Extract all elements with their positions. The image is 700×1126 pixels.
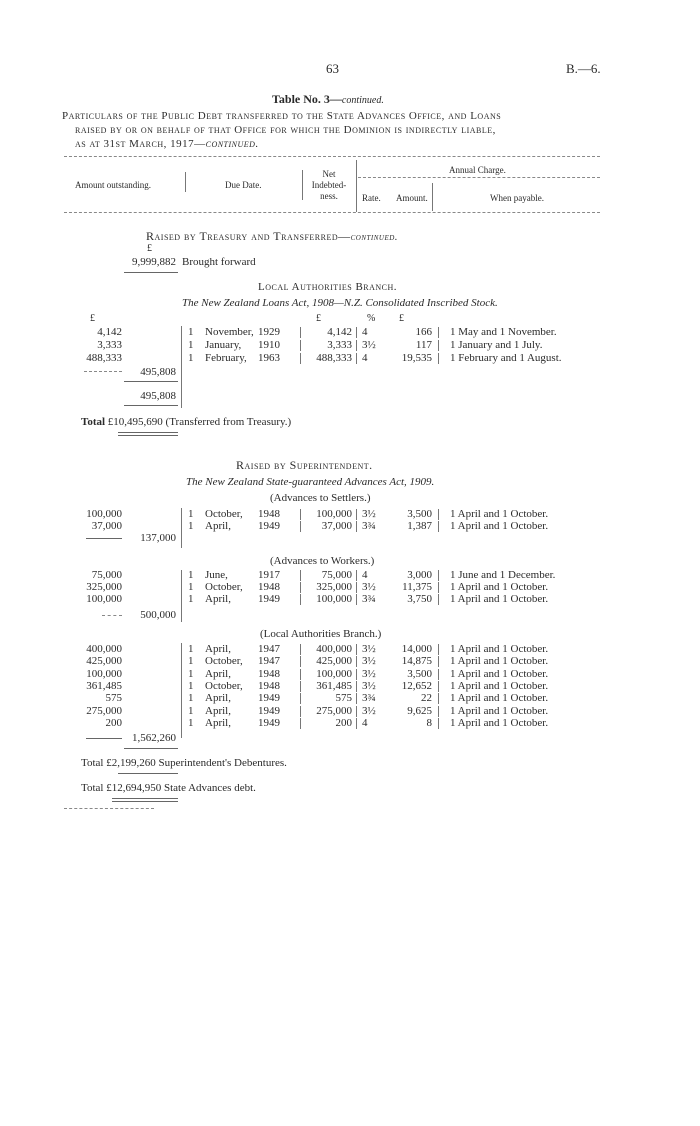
- amount-outstanding: 325,000: [86, 581, 122, 593]
- column-separator: [438, 681, 439, 692]
- interest-rate: 4: [362, 716, 368, 729]
- due-day: 1: [188, 520, 194, 532]
- net-indebtedness: 3,333: [327, 339, 352, 351]
- annual-amount: 11,375: [402, 581, 432, 593]
- due-month: April,: [205, 643, 231, 655]
- net-indebtedness: 100,000: [316, 508, 352, 520]
- due-year: 1949: [258, 704, 280, 717]
- amount-outstanding: 3,333: [97, 339, 122, 351]
- treasury-subtotal-repeat: 495,808: [140, 390, 176, 402]
- column-separator: [356, 509, 357, 520]
- due-year: 1949: [258, 692, 280, 705]
- net-indebtedness: 488,333: [316, 352, 352, 364]
- column-separator: [300, 582, 301, 593]
- column-separator: [438, 521, 439, 532]
- due-month: April,: [205, 593, 231, 605]
- annual-amount: 14,875: [401, 655, 432, 668]
- double-rule: [118, 435, 178, 436]
- particulars-line3-text: as at 31st March, 1917—: [75, 138, 206, 150]
- total-label: Total: [81, 757, 104, 769]
- treasury-total: [81, 416, 291, 428]
- column-separator: [438, 656, 439, 667]
- header-annual-charge: Annual Charge.: [449, 165, 506, 175]
- treasury-heading-continued: continued.: [350, 232, 398, 243]
- interest-rate: 3½: [362, 655, 376, 668]
- header-net: Net: [322, 169, 336, 179]
- column-separator: [300, 340, 301, 351]
- column-separator: [300, 693, 301, 704]
- due-year: 1948: [258, 667, 280, 680]
- column-rule: [181, 508, 182, 548]
- when-payable: 1 April and 1 October.: [450, 692, 549, 705]
- interest-rate: 3¾: [362, 520, 376, 532]
- due-year: 1949: [258, 716, 280, 729]
- amount-outstanding: 425,000: [86, 655, 122, 668]
- due-year: 1947: [258, 655, 280, 668]
- interest-rate: 3½: [362, 667, 376, 680]
- annual-amount: 9,625: [407, 704, 432, 717]
- amount-outstanding: 75,000: [91, 569, 122, 581]
- when-payable: 1 February and 1 August.: [450, 352, 562, 364]
- table-row: [0, 352, 700, 365]
- net-indebtedness: 200: [335, 716, 352, 729]
- amount-outstanding: 400,000: [86, 643, 122, 655]
- due-day: 1: [188, 569, 194, 581]
- header-rule-bottom: [64, 212, 600, 213]
- column-separator: [300, 353, 301, 364]
- amount-outstanding: 361,485: [86, 679, 122, 692]
- due-day: 1: [188, 593, 194, 605]
- when-payable: 1 June and 1 December.: [450, 569, 556, 581]
- pound-sign: £: [147, 243, 152, 254]
- header-net-indebted: Indebted-: [311, 180, 347, 190]
- due-day: 1: [188, 352, 194, 364]
- column-separator: [356, 594, 357, 605]
- due-year: 1917: [258, 569, 280, 581]
- column-separator: [300, 706, 301, 717]
- annual-amount: 166: [415, 326, 432, 338]
- table-row: [0, 705, 700, 718]
- table-row: [0, 717, 700, 730]
- column-separator: [300, 570, 301, 581]
- interest-rate: 3½: [362, 704, 376, 717]
- column-separator: [300, 521, 301, 532]
- annual-amount: 3,750: [407, 593, 432, 605]
- col-pound-amount: £: [90, 313, 95, 324]
- due-month: October,: [205, 679, 243, 692]
- rule: [124, 272, 178, 273]
- column-rule: [181, 326, 182, 408]
- col-pound-charge: £: [399, 313, 404, 324]
- double-rule: [112, 801, 178, 802]
- superintendent-total: [81, 757, 287, 769]
- column-separator: [438, 570, 439, 581]
- annual-amount: 1,387: [407, 520, 432, 532]
- rule: [124, 405, 178, 406]
- annual-amount: 19,535: [401, 352, 432, 364]
- column-separator: [438, 594, 439, 605]
- annual-amount: 8: [426, 716, 432, 729]
- when-payable: 1 April and 1 October.: [450, 581, 549, 593]
- due-month: October,: [205, 508, 243, 520]
- interest-rate: 4: [362, 569, 368, 581]
- amount-outstanding: 100,000: [86, 667, 122, 680]
- column-separator: [356, 693, 357, 704]
- due-day: 1: [188, 704, 194, 717]
- column-separator: [356, 718, 357, 729]
- column-separator: [438, 509, 439, 520]
- net-indebtedness: 100,000: [316, 667, 352, 680]
- column-separator: [356, 582, 357, 593]
- due-day: 1: [188, 581, 194, 593]
- rule: [124, 748, 178, 749]
- double-rule: [118, 432, 178, 433]
- header-rate: Rate.: [362, 193, 381, 203]
- table-row: [0, 643, 700, 656]
- rule: [124, 381, 178, 382]
- column-separator: [438, 644, 439, 655]
- superintendent-total-note: Superintendent's Debentures.: [158, 757, 287, 769]
- due-year: 1929: [258, 326, 280, 338]
- annual-amount: 3,000: [407, 569, 432, 581]
- net-indebtedness: 361,485: [316, 679, 352, 692]
- when-payable: 1 April and 1 October.: [450, 716, 549, 729]
- interest-rate: 3½: [362, 508, 376, 520]
- table-row: [0, 326, 700, 339]
- settlers-heading: (Advances to Settlers.): [270, 492, 371, 504]
- treasury-heading-text: Raised by Treasury and Transferred—: [146, 229, 351, 243]
- amount-outstanding: 575: [105, 692, 122, 705]
- column-separator: [356, 340, 357, 351]
- net-indebtedness: 275,000: [316, 704, 352, 717]
- amount-outstanding: 275,000: [86, 704, 122, 717]
- column-separator: [300, 718, 301, 729]
- net-indebtedness: 100,000: [316, 593, 352, 605]
- interest-rate: 3½: [362, 643, 376, 655]
- table-row: [0, 680, 700, 693]
- column-separator: [438, 693, 439, 704]
- amount-outstanding: 100,000: [86, 508, 122, 520]
- due-year: 1948: [258, 679, 280, 692]
- column-separator: [356, 669, 357, 680]
- header-due-date: Due Date.: [225, 180, 262, 190]
- annual-amount: 14,000: [401, 643, 432, 655]
- header-when-payable: When payable.: [490, 193, 544, 203]
- table-row: [0, 655, 700, 668]
- net-indebtedness: 400,000: [316, 643, 352, 655]
- column-separator: [300, 656, 301, 667]
- loans-act-title: The New Zealand Loans Act, 1908—N.Z. Consolidated Inscribed Stock.: [182, 297, 498, 309]
- amount-outstanding: 100,000: [86, 593, 122, 605]
- table-row: [0, 668, 700, 681]
- due-year: 1948: [258, 508, 280, 520]
- interest-rate: 4: [362, 352, 368, 364]
- net-indebtedness: 75,000: [321, 569, 352, 581]
- due-day: 1: [188, 643, 194, 655]
- due-day: 1: [188, 508, 194, 520]
- column-separator: [438, 706, 439, 717]
- header-divider: [432, 183, 433, 211]
- rule: [118, 773, 178, 774]
- treasury-heading: [146, 229, 398, 244]
- superintendent-heading: Raised by Superintendent.: [236, 458, 373, 472]
- particulars-line3-continued: continued.: [205, 138, 259, 150]
- due-month: June,: [205, 569, 228, 581]
- table-title-main: Table No. 3—: [272, 92, 342, 106]
- particulars-line1: Particulars of the Public Debt transferred to the State Advances Office, and Loans: [62, 110, 502, 122]
- due-day: 1: [188, 326, 194, 338]
- when-payable: 1 April and 1 October.: [450, 704, 549, 717]
- column-separator: [356, 521, 357, 532]
- when-payable: 1 April and 1 October.: [450, 643, 549, 655]
- due-day: 1: [188, 692, 194, 705]
- column-separator: [438, 340, 439, 351]
- table-title-continued: continued.: [341, 95, 384, 106]
- column-separator: [356, 706, 357, 717]
- due-month: April,: [205, 667, 231, 680]
- due-month: February,: [205, 352, 247, 364]
- column-separator: [356, 327, 357, 338]
- annual-amount: 12,652: [401, 679, 432, 692]
- header-annual-rule: [358, 177, 600, 178]
- when-payable: 1 January and 1 July.: [450, 339, 543, 351]
- column-separator: [300, 509, 301, 520]
- due-month: January,: [205, 339, 242, 351]
- due-month: November,: [205, 326, 254, 338]
- column-separator: [356, 656, 357, 667]
- when-payable: 1 April and 1 October.: [450, 667, 549, 680]
- brought-forward-label: Brought forward: [182, 256, 256, 268]
- workers-heading: (Advances to Workers.): [270, 555, 375, 567]
- col-percent: %: [367, 313, 376, 324]
- header-amount-outstanding: Amount outstanding.: [75, 180, 151, 190]
- column-separator: [438, 327, 439, 338]
- particulars-line2: raised by or on behalf of that Office for which the Dominion is indirectly liable,: [75, 124, 496, 136]
- due-year: 1947: [258, 643, 280, 655]
- annual-amount: 3,500: [407, 667, 432, 680]
- due-month: April,: [205, 520, 231, 532]
- due-month: April,: [205, 692, 231, 705]
- due-year: 1948: [258, 581, 280, 593]
- due-year: 1949: [258, 593, 280, 605]
- column-rule: [181, 643, 182, 738]
- when-payable: 1 April and 1 October.: [450, 679, 549, 692]
- amount-outstanding: 4,142: [97, 326, 122, 338]
- due-day: 1: [188, 716, 194, 729]
- treasury-total-value: £10,495,690: [107, 416, 163, 428]
- brought-forward-value: 9,999,882: [132, 256, 176, 268]
- header-divider: [356, 160, 357, 212]
- column-separator: [356, 570, 357, 581]
- due-day: 1: [188, 667, 194, 680]
- advances-act-title: The New Zealand State-guaranteed Advances Act, 1909.: [186, 476, 435, 488]
- when-payable: 1 April and 1 October.: [450, 520, 549, 532]
- table-row: [0, 593, 700, 606]
- column-rule: [181, 570, 182, 622]
- column-separator: [438, 718, 439, 729]
- interest-rate: 3¾: [362, 692, 376, 705]
- header-net-ness: ness.: [320, 191, 338, 201]
- column-separator: [356, 681, 357, 692]
- annual-amount: 3,500: [407, 508, 432, 520]
- due-year: 1949: [258, 520, 280, 532]
- table-title: [272, 92, 384, 107]
- interest-rate: 4: [362, 326, 368, 338]
- column-separator: [300, 681, 301, 692]
- due-day: 1: [188, 679, 194, 692]
- rule: [64, 808, 154, 809]
- col-pound-net: £: [316, 313, 321, 324]
- net-indebtedness: 4,142: [327, 326, 352, 338]
- when-payable: 1 April and 1 October.: [450, 655, 549, 668]
- net-indebtedness: 325,000: [316, 581, 352, 593]
- column-separator: [356, 353, 357, 364]
- interest-rate: 3½: [362, 581, 376, 593]
- due-month: October,: [205, 581, 243, 593]
- amount-outstanding: 488,333: [86, 352, 122, 364]
- column-separator: [438, 582, 439, 593]
- column-separator: [300, 644, 301, 655]
- column-separator: [356, 644, 357, 655]
- state-advances-total-note: State Advances debt.: [163, 782, 256, 794]
- amount-outstanding: 37,000: [91, 520, 122, 532]
- column-separator: [438, 669, 439, 680]
- settlers-subtotal: 137,000: [140, 532, 176, 544]
- due-month: April,: [205, 716, 231, 729]
- page-number: 63: [326, 61, 339, 76]
- when-payable: 1 May and 1 November.: [450, 326, 557, 338]
- local-authorities-subtotal: 1,562,260: [132, 732, 176, 744]
- when-payable: 1 April and 1 October.: [450, 593, 549, 605]
- state-advances-total: [81, 782, 256, 794]
- interest-rate: 3¾: [362, 593, 376, 605]
- interest-rate: 3½: [362, 339, 376, 351]
- column-separator: [300, 669, 301, 680]
- table-row: [0, 339, 700, 352]
- document-reference: B.—6.: [566, 61, 601, 76]
- due-year: 1910: [258, 339, 280, 351]
- local-authorities-heading: (Local Authorities Branch.): [260, 628, 382, 640]
- state-advances-total-value: £12,694,950: [106, 782, 162, 794]
- superintendent-total-value: £2,199,260: [106, 757, 156, 769]
- header-divider: [302, 170, 303, 200]
- treasury-total-note: (Transferred from Treasury.): [165, 416, 292, 428]
- due-day: 1: [188, 339, 194, 351]
- column-separator: [438, 353, 439, 364]
- due-year: 1963: [258, 352, 280, 364]
- table-row: [0, 692, 700, 705]
- net-indebtedness: 575: [335, 692, 352, 705]
- header-amount: Amount.: [396, 193, 428, 203]
- local-branch-heading: Local Authorities Branch.: [258, 281, 398, 293]
- due-month: October,: [205, 655, 243, 668]
- column-separator: [300, 327, 301, 338]
- double-rule: [112, 798, 178, 799]
- when-payable: 1 April and 1 October.: [450, 508, 549, 520]
- particulars-line3: [75, 138, 259, 150]
- annual-amount: 22: [421, 692, 432, 705]
- total-label: Total: [81, 416, 106, 428]
- net-indebtedness: 37,000: [321, 520, 352, 532]
- net-indebtedness: 425,000: [316, 655, 352, 668]
- column-separator: [300, 594, 301, 605]
- header-divider: [185, 172, 186, 192]
- due-day: 1: [188, 655, 194, 668]
- header-rule-top: [64, 156, 600, 157]
- total-label: Total: [81, 782, 104, 794]
- treasury-subtotal: 495,808: [140, 366, 176, 378]
- annual-amount: 117: [415, 339, 432, 351]
- amount-outstanding: 200: [105, 716, 122, 729]
- due-month: April,: [205, 704, 231, 717]
- workers-subtotal: 500,000: [140, 609, 176, 621]
- interest-rate: 3½: [362, 679, 376, 692]
